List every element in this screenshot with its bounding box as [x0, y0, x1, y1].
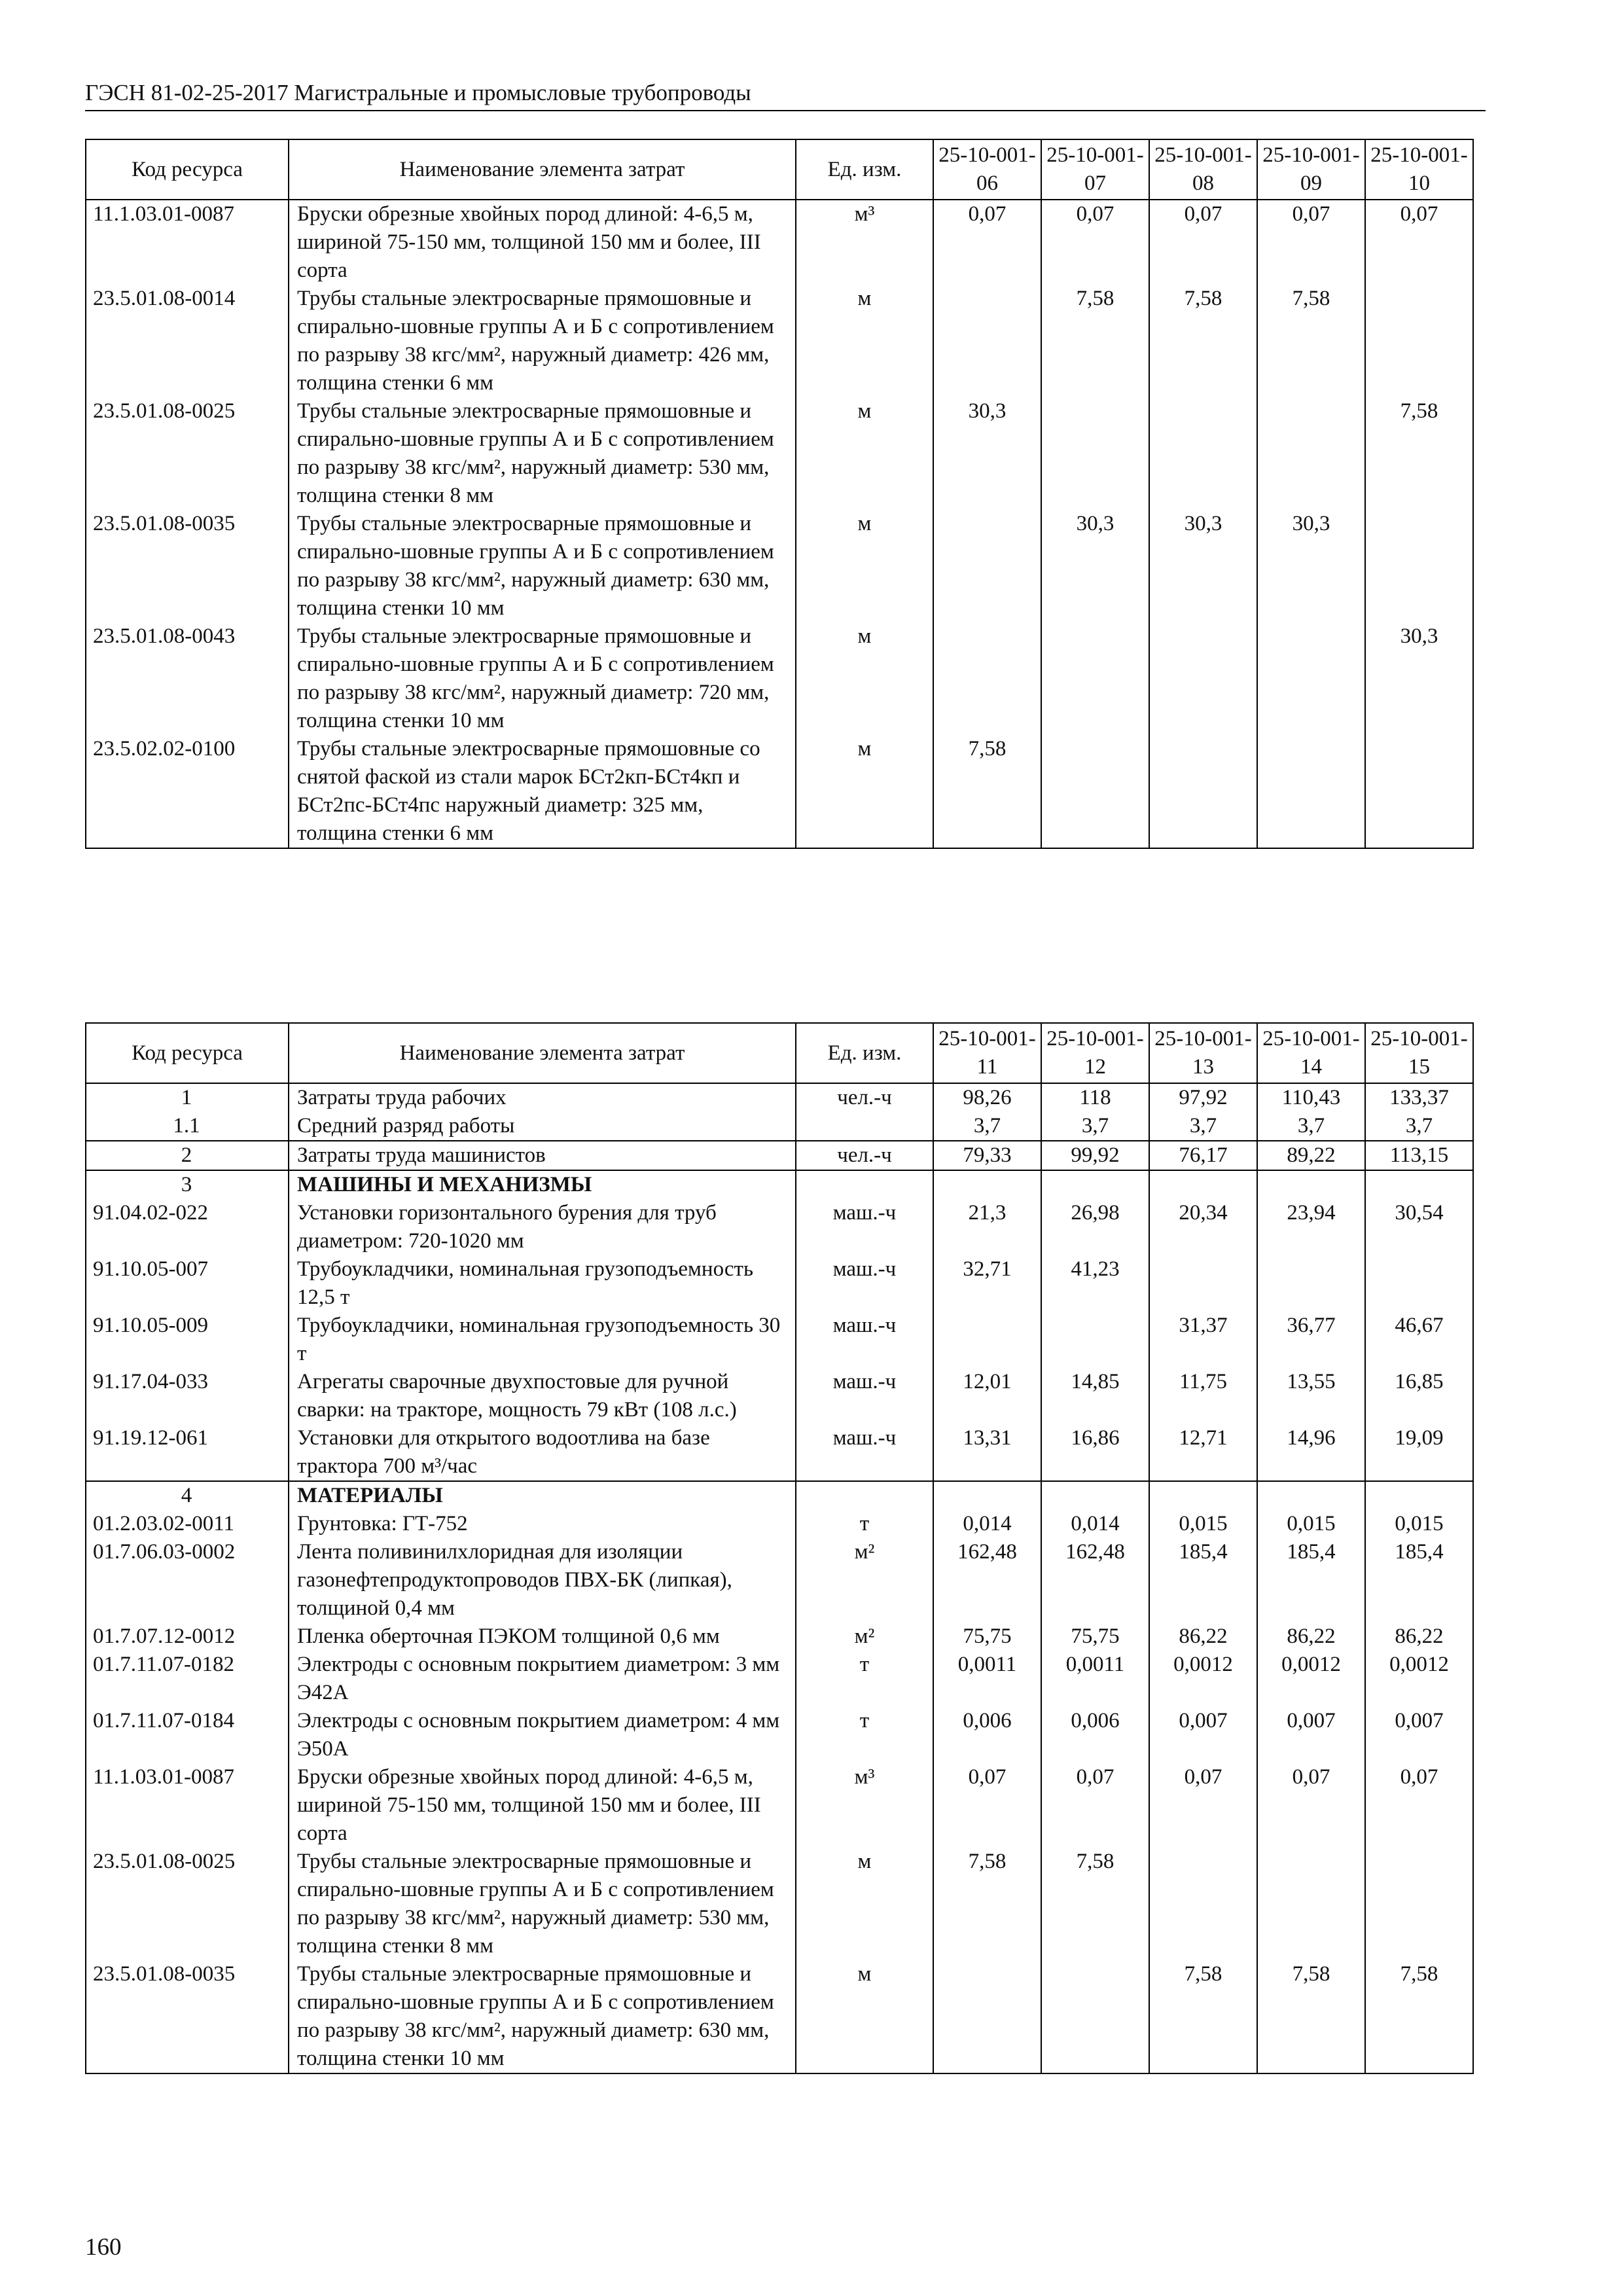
norm-value [1257, 622, 1365, 735]
resource-code: 91.04.02-022 [86, 1199, 289, 1255]
norm-value [933, 1312, 1041, 1368]
unit-of-measure: маш.-ч [796, 1255, 933, 1312]
norm-value: 0,07 [1149, 200, 1257, 285]
norm-value: 13,31 [933, 1424, 1041, 1481]
norm-value: 3,7 [1149, 1112, 1257, 1141]
unit-of-measure: м [796, 1848, 933, 1960]
table-row [86, 1141, 1473, 1170]
table-row [86, 1960, 1473, 2073]
cost-element-name: Пленка оберточная ПЭКОМ толщиной 0,6 мм [289, 1623, 796, 1651]
norm-value: 76,17 [1149, 1141, 1257, 1170]
resource-code: 23.5.01.08-0025 [86, 397, 289, 510]
cost-element-name: Грунтовка: ГТ-752 [289, 1510, 796, 1538]
norm-value: 0,07 [1257, 200, 1365, 285]
header-name: Наименование элемента затрат [289, 1023, 796, 1083]
header-norm-code: 25-10-001-15 [1365, 1023, 1473, 1083]
norm-value: 21,3 [933, 1199, 1041, 1255]
norm-value [1041, 735, 1149, 848]
cost-element-name: Трубы стальные электросварные прямошовные и спирально-шовные группы А и Б с сопротивлением по разрыву 38 кгс/мм², наружный диаметр: 426 мм, толщина стенки 6 мм [289, 285, 796, 397]
norm-value: 0,07 [1365, 1763, 1473, 1848]
norm-value: 0,014 [933, 1510, 1041, 1538]
norm-value: 113,15 [1365, 1141, 1473, 1170]
norm-value: 30,3 [1365, 622, 1473, 735]
header-norm-code: 25-10-001-06 [933, 139, 1041, 200]
unit-of-measure: м³ [796, 1763, 933, 1848]
cost-element-name: Затраты труда рабочих [289, 1083, 796, 1112]
norm-value [1149, 735, 1257, 848]
unit-of-measure: маш.-ч [796, 1368, 933, 1424]
resource-code: 01.7.06.03-0002 [86, 1538, 289, 1623]
norm-value: 14,96 [1257, 1424, 1365, 1481]
header-norm-code: 25-10-001-08 [1149, 139, 1257, 200]
norm-value: 86,22 [1365, 1623, 1473, 1651]
cost-element-name: Трубы стальные электросварные прямошовные и спирально-шовные группы А и Б с сопротивлением по разрыву 38 кгс/мм², наружный диаметр: 720 мм, толщина стенки 10 мм [289, 622, 796, 735]
unit-of-measure [796, 1112, 933, 1141]
table-row [86, 1538, 1473, 1623]
norm-value [1257, 397, 1365, 510]
norm-value: 31,37 [1149, 1312, 1257, 1368]
page-number: 160 [85, 2234, 122, 2261]
norm-value [1365, 1481, 1473, 1510]
norm-value [1149, 1170, 1257, 1199]
norm-value: 7,58 [933, 1848, 1041, 1960]
norm-value: 41,23 [1041, 1255, 1149, 1312]
cost-element-name: Трубоукладчики, номинальная грузоподъемность 30 т [289, 1312, 796, 1368]
norm-value: 98,26 [933, 1083, 1041, 1112]
unit-of-measure [796, 1481, 933, 1510]
resource-code: 91.10.05-007 [86, 1255, 289, 1312]
norm-value: 185,4 [1365, 1538, 1473, 1623]
norm-value: 7,58 [1365, 397, 1473, 510]
norm-value: 14,85 [1041, 1368, 1149, 1424]
norm-value: 16,86 [1041, 1424, 1149, 1481]
resource-code: 1 [86, 1083, 289, 1112]
norm-value [1041, 1481, 1149, 1510]
norm-value: 3,7 [1041, 1112, 1149, 1141]
norm-value [1365, 1255, 1473, 1312]
norm-value: 110,43 [1257, 1083, 1365, 1112]
unit-of-measure: маш.-ч [796, 1424, 933, 1481]
norm-value: 7,58 [1149, 1960, 1257, 2073]
norm-value [1257, 1481, 1365, 1510]
table-row [86, 1083, 1473, 1112]
norm-value: 30,3 [1257, 510, 1365, 622]
norm-value: 133,37 [1365, 1083, 1473, 1112]
cost-element-name: МАТЕРИАЛЫ [289, 1481, 796, 1510]
cost-element-name: Трубы стальные электросварные прямошовные и спирально-шовные группы А и Б с сопротивлением по разрыву 38 кгс/мм², наружный диаметр: 530 мм, толщина стенки 8 мм [289, 397, 796, 510]
unit-of-measure: м [796, 735, 933, 848]
norm-value: 7,58 [1257, 285, 1365, 397]
norm-value: 7,58 [1149, 285, 1257, 397]
norm-value: 0,0012 [1149, 1651, 1257, 1707]
norm-value: 162,48 [933, 1538, 1041, 1623]
norm-value: 0,07 [1041, 1763, 1149, 1848]
norm-value: 0,006 [933, 1707, 1041, 1763]
resource-code: 01.7.11.07-0184 [86, 1707, 289, 1763]
unit-of-measure: маш.-ч [796, 1199, 933, 1255]
norm-value [1257, 1170, 1365, 1199]
norm-value: 3,7 [1257, 1112, 1365, 1141]
norm-value [1257, 1848, 1365, 1960]
norm-value: 75,75 [1041, 1623, 1149, 1651]
norm-value [933, 1481, 1041, 1510]
norm-value [1149, 1848, 1257, 1960]
norm-value [1149, 1481, 1257, 1510]
norm-value: 26,98 [1041, 1199, 1149, 1255]
table-row [86, 397, 1473, 510]
norm-value: 0,07 [1257, 1763, 1365, 1848]
norm-value: 0,015 [1257, 1510, 1365, 1538]
norm-value [1257, 735, 1365, 848]
unit-of-measure: т [796, 1510, 933, 1538]
resource-code: 23.5.01.08-0014 [86, 285, 289, 397]
table-row [86, 1199, 1473, 1255]
norm-value: 36,77 [1257, 1312, 1365, 1368]
norm-value: 3,7 [933, 1112, 1041, 1141]
cost-element-name: Электроды с основным покрытием диаметром: 3 мм Э42А [289, 1651, 796, 1707]
table-row [86, 1848, 1473, 1960]
unit-of-measure: чел.-ч [796, 1141, 933, 1170]
norm-value: 0,014 [1041, 1510, 1149, 1538]
cost-element-name: Средний разряд работы [289, 1112, 796, 1141]
norm-value: 0,015 [1149, 1510, 1257, 1538]
header-code: Код ресурса [86, 139, 289, 200]
norm-value: 0,007 [1365, 1707, 1473, 1763]
header-norm-code: 25-10-001-12 [1041, 1023, 1149, 1083]
resource-code: 11.1.03.01-0087 [86, 1763, 289, 1848]
cost-element-name: МАШИНЫ И МЕХАНИЗМЫ [289, 1170, 796, 1199]
resource-code: 1.1 [86, 1112, 289, 1141]
table-row [86, 1255, 1473, 1312]
header-unit: Ед. изм. [796, 1023, 933, 1083]
table-row [86, 1623, 1473, 1651]
cost-element-name: Трубы стальные электросварные прямошовные и спирально-шовные группы А и Б с сопротивлением по разрыву 38 кгс/мм², наружный диаметр: 630 мм, толщина стенки 10 мм [289, 510, 796, 622]
norm-value: 86,22 [1257, 1623, 1365, 1651]
unit-of-measure: м [796, 285, 933, 397]
norm-value: 0,0012 [1365, 1651, 1473, 1707]
table-row [86, 1763, 1473, 1848]
table-row [86, 1481, 1473, 1510]
resource-code: 11.1.03.01-0087 [86, 200, 289, 285]
resource-code: 91.19.12-061 [86, 1424, 289, 1481]
norm-value: 32,71 [933, 1255, 1041, 1312]
unit-of-measure: м² [796, 1623, 933, 1651]
table-header-row [86, 139, 1473, 200]
norm-value: 19,09 [1365, 1424, 1473, 1481]
header-code: Код ресурса [86, 1023, 289, 1083]
norm-value [1041, 622, 1149, 735]
norm-value: 89,22 [1257, 1141, 1365, 1170]
unit-of-measure: м² [796, 1538, 933, 1623]
resource-code: 23.5.01.08-0043 [86, 622, 289, 735]
norm-value: 0,07 [933, 1763, 1041, 1848]
norm-value [1041, 1312, 1149, 1368]
norm-value [1149, 1255, 1257, 1312]
norm-value: 13,55 [1257, 1368, 1365, 1424]
unit-of-measure: м³ [796, 200, 933, 285]
table-row [86, 1707, 1473, 1763]
resource-code: 23.5.01.08-0035 [86, 1960, 289, 2073]
unit-of-measure: т [796, 1707, 933, 1763]
norm-value: 30,3 [1041, 510, 1149, 622]
norm-value [933, 1960, 1041, 2073]
norm-value: 162,48 [1041, 1538, 1149, 1623]
cost-element-name: Электроды с основным покрытием диаметром: 4 мм Э50А [289, 1707, 796, 1763]
norm-value: 75,75 [933, 1623, 1041, 1651]
resource-code: 2 [86, 1141, 289, 1170]
norm-value [1365, 510, 1473, 622]
table-row [86, 1651, 1473, 1707]
norm-value [1149, 622, 1257, 735]
norm-value: 86,22 [1149, 1623, 1257, 1651]
resource-code: 91.17.04-033 [86, 1368, 289, 1424]
resource-code: 01.7.07.12-0012 [86, 1623, 289, 1651]
header-norm-code: 25-10-001-13 [1149, 1023, 1257, 1083]
norm-value: 185,4 [1257, 1538, 1365, 1623]
table-row [86, 735, 1473, 848]
norm-value: 0,07 [933, 200, 1041, 285]
norm-value: 30,54 [1365, 1199, 1473, 1255]
norm-value: 12,71 [1149, 1424, 1257, 1481]
norm-value: 0,0011 [1041, 1651, 1149, 1707]
cost-element-name: Бруски обрезные хвойных пород длиной: 4-6,5 м, шириной 75-150 мм, толщиной 150 мм и более, III сорта [289, 200, 796, 285]
norm-value: 0,0011 [933, 1651, 1041, 1707]
norm-value [1257, 1255, 1365, 1312]
resource-code: 91.10.05-009 [86, 1312, 289, 1368]
norm-value: 0,007 [1257, 1707, 1365, 1763]
table-row [86, 622, 1473, 735]
resource-code: 3 [86, 1170, 289, 1199]
resource-code: 4 [86, 1481, 289, 1510]
header-norm-code: 25-10-001-09 [1257, 139, 1365, 200]
norm-value: 79,33 [933, 1141, 1041, 1170]
cost-element-name: Трубы стальные электросварные прямошовные и спирально-шовные группы А и Б с сопротивлением по разрыву 38 кгс/мм², наружный диаметр: 630 мм, толщина стенки 10 мм [289, 1960, 796, 2073]
norm-value: 0,006 [1041, 1707, 1149, 1763]
norm-value: 0,0012 [1257, 1651, 1365, 1707]
norm-value [1041, 1960, 1149, 2073]
norm-value [1041, 397, 1149, 510]
unit-of-measure: м [796, 622, 933, 735]
norm-value: 185,4 [1149, 1538, 1257, 1623]
unit-of-measure: чел.-ч [796, 1083, 933, 1112]
unit-of-measure [796, 1170, 933, 1199]
unit-of-measure: м [796, 510, 933, 622]
resource-code: 23.5.01.08-0035 [86, 510, 289, 622]
cost-element-name: Установки для открытого водоотлива на базе трактора 700 м³/час [289, 1424, 796, 1481]
norm-value [933, 622, 1041, 735]
norm-value: 46,67 [1365, 1312, 1473, 1368]
table-row [86, 1112, 1473, 1141]
page-header: ГЭСН 81-02-25-2017 Магистральные и промысловые трубопроводы [85, 79, 1486, 111]
table-row [86, 1424, 1473, 1481]
header-norm-code: 25-10-001-11 [933, 1023, 1041, 1083]
header-name: Наименование элемента затрат [289, 139, 796, 200]
norm-value: 7,58 [1041, 285, 1149, 397]
table-row [86, 200, 1473, 285]
unit-of-measure: маш.-ч [796, 1312, 933, 1368]
resource-code: 23.5.02.02-0100 [86, 735, 289, 848]
cost-element-name: Лента поливинилхлоридная для изоляции газонефтепродуктопроводов ПВХ-БК (липкая), толщиной 0,4 мм [289, 1538, 796, 1623]
norm-value [933, 1170, 1041, 1199]
norm-value: 30,3 [1149, 510, 1257, 622]
norm-value: 0,07 [1365, 200, 1473, 285]
norm-value: 99,92 [1041, 1141, 1149, 1170]
header-norm-code: 25-10-001-14 [1257, 1023, 1365, 1083]
norm-value: 30,3 [933, 397, 1041, 510]
header-norm-code: 25-10-001-10 [1365, 139, 1473, 200]
resource-code: 01.2.03.02-0011 [86, 1510, 289, 1538]
table-row [86, 1312, 1473, 1368]
norm-value: 0,015 [1365, 1510, 1473, 1538]
cost-element-name: Трубы стальные электросварные прямошовные со снятой фаской из стали марок БСт2кп-БСт4кп и БСт2пс-БСт4пс наружный диаметр: 325 мм, толщина стенки 6 мм [289, 735, 796, 848]
cost-element-name: Затраты труда машинистов [289, 1141, 796, 1170]
unit-of-measure: м [796, 1960, 933, 2073]
header-unit: Ед. изм. [796, 139, 933, 200]
norm-value: 118 [1041, 1083, 1149, 1112]
norm-value: 23,94 [1257, 1199, 1365, 1255]
norm-value: 97,92 [1149, 1083, 1257, 1112]
cost-element-name: Трубы стальные электросварные прямошовные и спирально-шовные группы А и Б с сопротивлением по разрыву 38 кгс/мм², наружный диаметр: 530 мм, толщина стенки 8 мм [289, 1848, 796, 1960]
table-row [86, 285, 1473, 397]
cost-element-name: Установки горизонтального бурения для труб диаметром: 720-1020 мм [289, 1199, 796, 1255]
resource-table-1 [85, 139, 1474, 849]
norm-value: 7,58 [933, 735, 1041, 848]
unit-of-measure: м [796, 397, 933, 510]
table-row [86, 1368, 1473, 1424]
norm-value [1365, 1848, 1473, 1960]
cost-element-name: Бруски обрезные хвойных пород длиной: 4-6,5 м, шириной 75-150 мм, толщиной 150 мм и более, III сорта [289, 1763, 796, 1848]
norm-value: 16,85 [1365, 1368, 1473, 1424]
norm-value: 12,01 [933, 1368, 1041, 1424]
norm-value [1365, 1170, 1473, 1199]
norm-value [1149, 397, 1257, 510]
norm-value: 3,7 [1365, 1112, 1473, 1141]
norm-value: 0,007 [1149, 1707, 1257, 1763]
norm-value: 0,07 [1041, 200, 1149, 285]
norm-value [1365, 735, 1473, 848]
norm-value: 7,58 [1041, 1848, 1149, 1960]
norm-value: 7,58 [1257, 1960, 1365, 2073]
norm-value [1041, 1170, 1149, 1199]
unit-of-measure: т [796, 1651, 933, 1707]
table-row [86, 510, 1473, 622]
norm-value: 20,34 [1149, 1199, 1257, 1255]
cost-element-name: Агрегаты сварочные двухпостовые для ручной сварки: на тракторе, мощность 79 кВт (108 л.с.) [289, 1368, 796, 1424]
norm-value [933, 285, 1041, 397]
norm-value: 7,58 [1365, 1960, 1473, 2073]
norm-value [933, 510, 1041, 622]
header-norm-code: 25-10-001-07 [1041, 139, 1149, 200]
resource-code: 23.5.01.08-0025 [86, 1848, 289, 1960]
resource-table-2 [85, 1022, 1474, 2074]
resource-code: 01.7.11.07-0182 [86, 1651, 289, 1707]
table-row [86, 1170, 1473, 1199]
table-header-row [86, 1023, 1473, 1083]
cost-element-name: Трубоукладчики, номинальная грузоподъемность 12,5 т [289, 1255, 796, 1312]
norm-value [1365, 285, 1473, 397]
table-row [86, 1510, 1473, 1538]
norm-value: 0,07 [1149, 1763, 1257, 1848]
norm-value: 11,75 [1149, 1368, 1257, 1424]
